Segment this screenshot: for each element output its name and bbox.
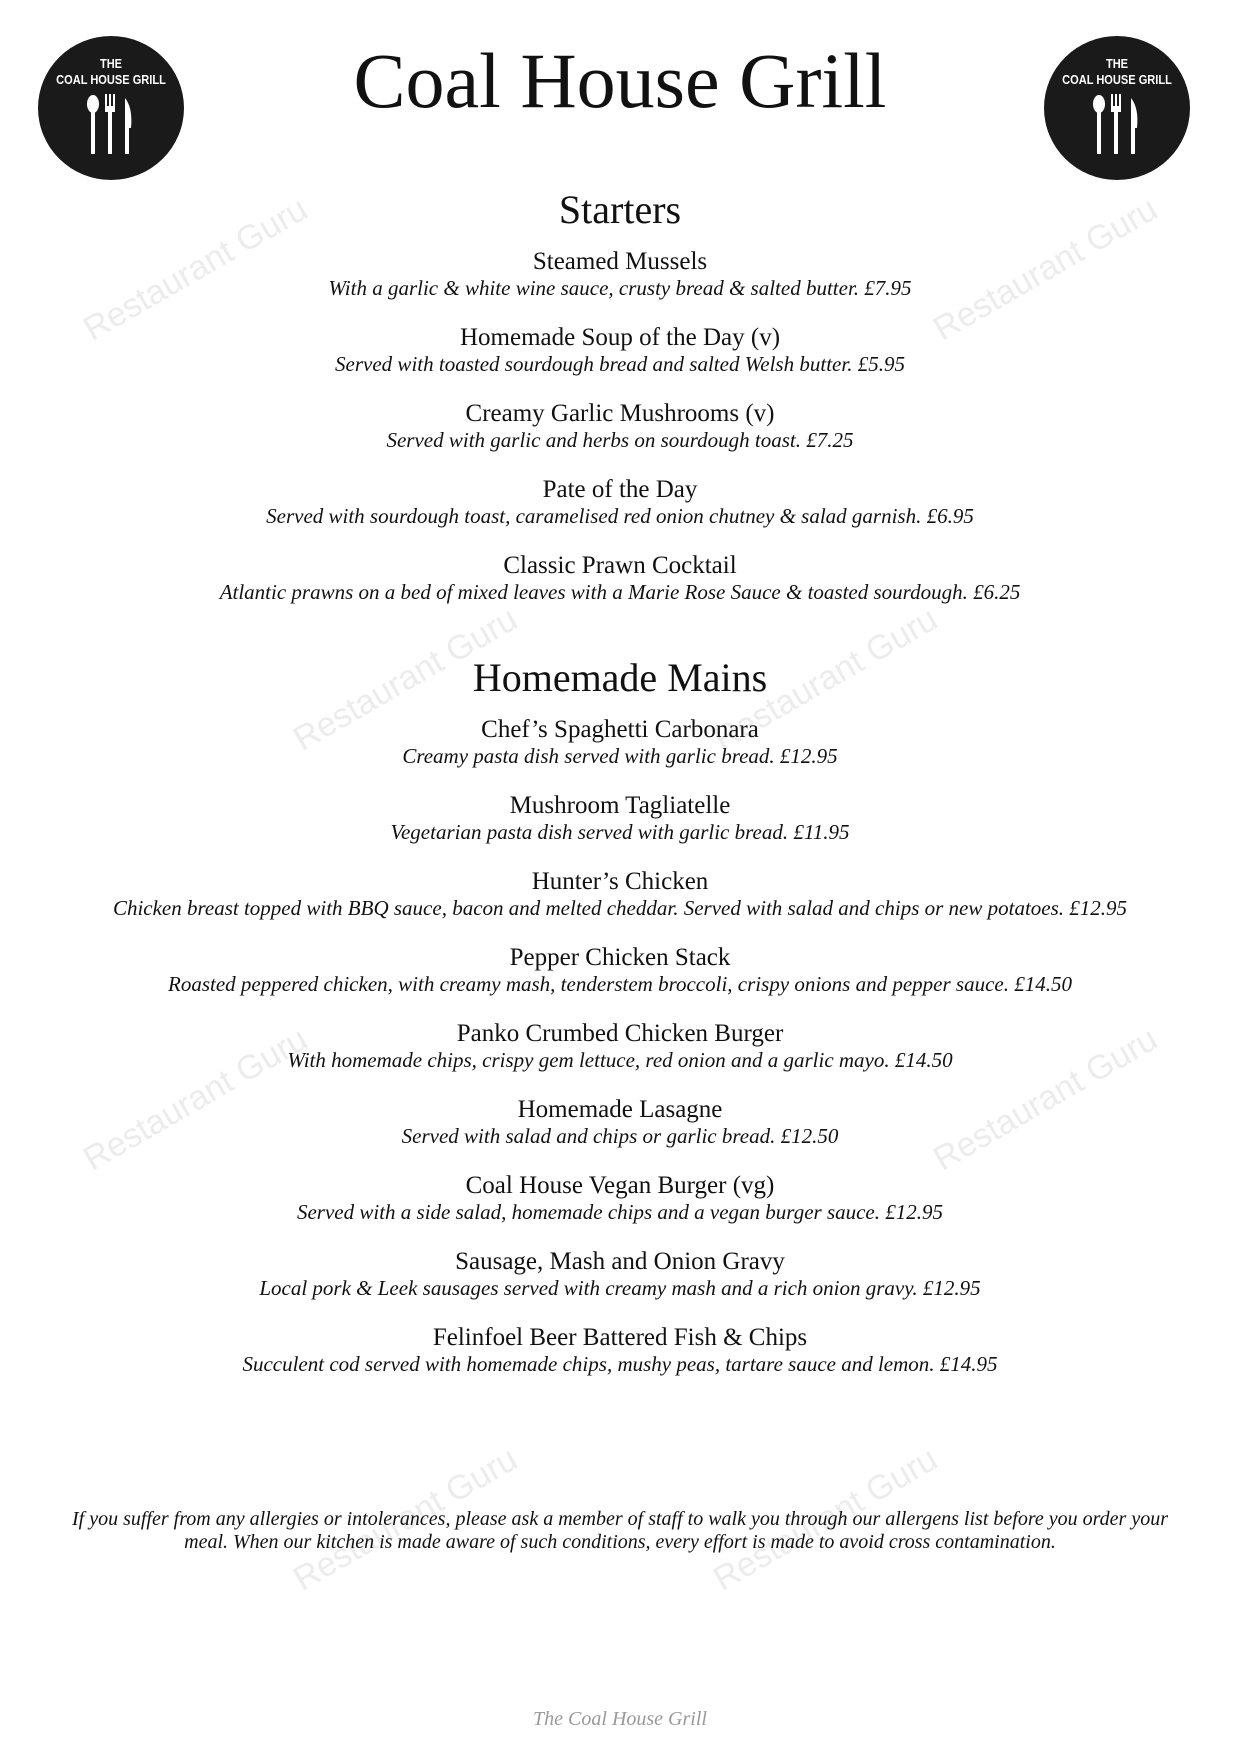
item-description: Served with a side salad, homemade chips and a vegan burger sauce. £12.95 — [296, 1200, 944, 1224]
watermark: Restaurant Guru — [707, 1439, 944, 1599]
footer: The Coal House Grill — [533, 1708, 707, 1730]
starters-section — [0, 186, 1240, 628]
item-description: Succulent cod served with homemade chips, mushy peas, tartare sauce and lemon. £14.95 — [242, 1352, 998, 1376]
item-description: Chicken breast topped with BBQ sauce, bacon and melted cheddar. Served with salad and chips or new potatoes. £12.95 — [112, 896, 1128, 920]
item-name: Felinfoel Beer Battered Fish & Chips — [432, 1324, 808, 1351]
mains-section — [0, 654, 1240, 1400]
item-name: Chef’s Spaghetti Carbonara — [481, 716, 759, 743]
menu-item — [0, 1020, 1240, 1096]
menu-item — [0, 1096, 1240, 1172]
logo-left: THE COAL HOUSE GRILL — [38, 36, 184, 180]
item-name: Steamed Mussels — [532, 248, 708, 275]
item-description: Served with sourdough toast, caramelised red onion chutney & salad garnish. £6.95 — [266, 504, 974, 528]
item-description: Vegetarian pasta dish served with garlic bread. £11.95 — [390, 820, 850, 844]
item-name: Homemade Soup of the Day (v) — [459, 324, 781, 351]
menu-item — [0, 476, 1240, 552]
menu-item — [0, 716, 1240, 792]
watermark: Restaurant Guru — [77, 189, 314, 349]
menu-item — [0, 248, 1240, 324]
item-name: Coal House Vegan Burger (vg) — [465, 1172, 775, 1199]
item-name: Pepper Chicken Stack — [509, 944, 731, 971]
item-name: Classic Prawn Cocktail — [503, 552, 737, 579]
menu-item — [0, 552, 1240, 628]
section-heading: Starters — [558, 187, 682, 232]
watermark: Restaurant Guru — [707, 599, 944, 759]
allergy-notice: If you suffer from any allergies or intolerances, please ask a member of staff to walk you through our allergens list before you order your meal. When our kitchen is made aware of such conditions, every effort is made to avoid cross contamination. — [72, 1508, 1168, 1553]
item-description: Creamy pasta dish served with garlic bread. £12.95 — [402, 744, 838, 768]
watermark: Restaurant Guru — [77, 1019, 314, 1179]
item-description: Roasted peppered chicken, with creamy mash, tenderstem broccoli, crispy onions and pepper sauce. £14.50 — [168, 972, 1072, 996]
item-description: Served with toasted sourdough bread and salted Welsh butter. £5.95 — [335, 352, 905, 376]
item-description: With a garlic & white wine sauce, crusty bread & salted butter. £7.95 — [328, 276, 912, 300]
watermark: Restaurant Guru — [927, 189, 1164, 349]
menu-item — [0, 944, 1240, 1020]
item-description: Local pork & Leek sausages served with creamy mash and a rich onion gravy. £12.95 — [259, 1276, 981, 1300]
watermark: Restaurant Guru — [287, 599, 524, 759]
menu-item — [0, 400, 1240, 476]
menu-item — [0, 1324, 1240, 1400]
logo-right: THE COAL HOUSE GRILL — [1044, 36, 1190, 180]
page-title: Coal House Grill — [353, 37, 887, 124]
menu-item — [0, 792, 1240, 868]
watermark: Restaurant Guru — [927, 1019, 1164, 1179]
item-description: Served with garlic and herbs on sourdough toast. £7.25 — [386, 428, 854, 452]
section-heading: Homemade Mains — [472, 655, 768, 700]
item-name: Mushroom Tagliatelle — [509, 792, 731, 819]
item-name: Creamy Garlic Mushrooms (v) — [465, 400, 775, 427]
menu-item — [0, 1248, 1240, 1324]
menu-item — [0, 324, 1240, 400]
menu-item — [0, 1172, 1240, 1248]
item-name: Pate of the Day — [542, 476, 698, 503]
item-name: Panko Crumbed Chicken Burger — [456, 1020, 784, 1047]
item-description: With homemade chips, crispy gem lettuce, red onion and a garlic mayo. £14.50 — [287, 1048, 953, 1072]
watermark: Restaurant Guru — [287, 1439, 524, 1599]
menu-item — [0, 868, 1240, 944]
item-name: Homemade Lasagne — [517, 1096, 723, 1123]
item-description: Served with salad and chips or garlic bread. £12.50 — [401, 1124, 839, 1148]
item-description: Atlantic prawns on a bed of mixed leaves with a Marie Rose Sauce & toasted sourdough. £6.25 — [219, 580, 1021, 604]
item-name: Hunter’s Chicken — [531, 868, 709, 895]
item-name: Sausage, Mash and Onion Gravy — [455, 1248, 785, 1275]
